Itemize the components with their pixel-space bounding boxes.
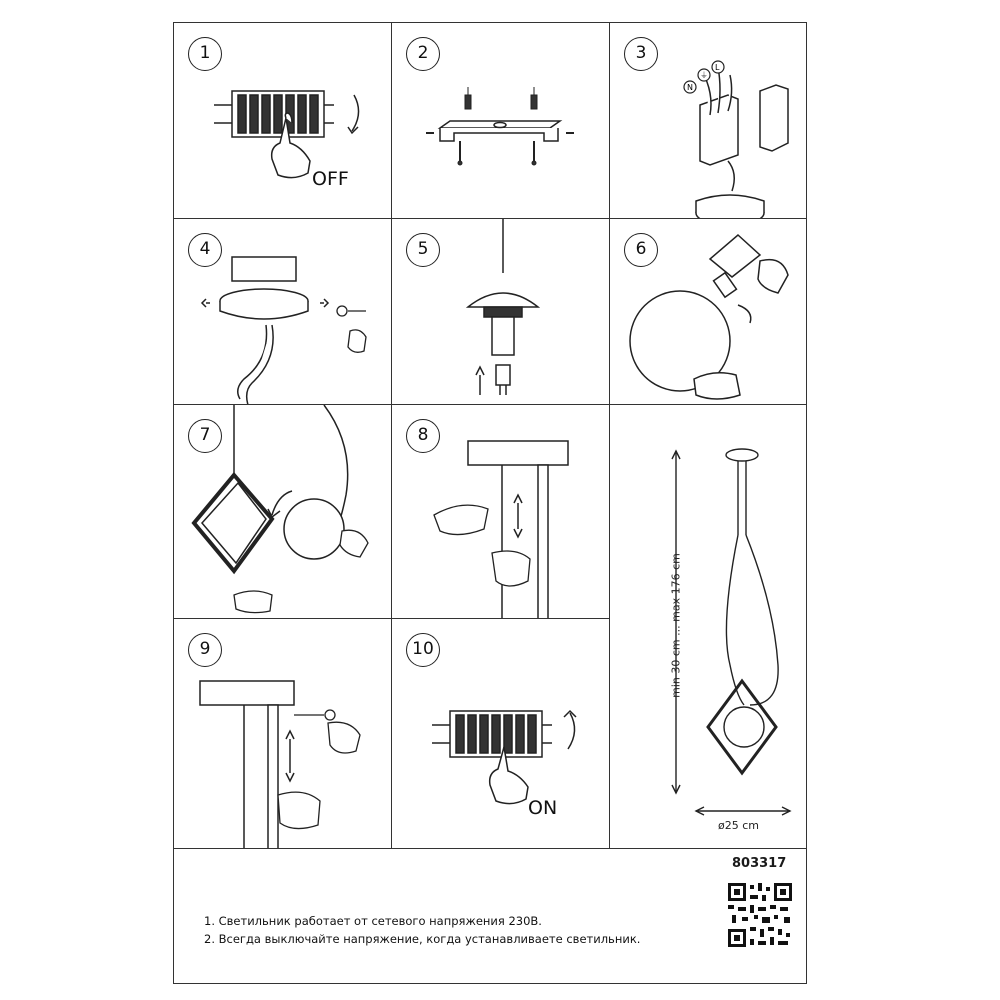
dimension-panel — [610, 405, 806, 849]
step-number: 4 — [188, 233, 222, 267]
hand-icon — [694, 373, 740, 399]
glass-globe-icon — [610, 219, 806, 405]
qr-code-icon — [728, 883, 792, 947]
wiring-terminal-icon — [610, 23, 806, 219]
bulb-socket-icon — [392, 219, 610, 405]
step-number: 2 — [406, 37, 440, 71]
screwdriver-icon — [337, 306, 366, 352]
height-dimension: min 30 cm ... max 176 cm — [669, 553, 683, 698]
ceiling-canopy-icon — [174, 219, 392, 405]
safety-notes — [204, 912, 640, 948]
on-label: ON — [528, 797, 558, 819]
step-3-panel — [610, 23, 806, 219]
off-label: OFF — [312, 168, 349, 190]
neutral-label: N — [687, 83, 693, 92]
step-number: 1 — [188, 37, 222, 71]
step-7-panel — [174, 405, 392, 619]
step-number: 6 — [624, 233, 658, 267]
step-4-panel — [174, 219, 392, 405]
earth-label: ⏚ — [700, 71, 708, 80]
note-2: 2. Всегда выключайте напряжение, когда устанавливаете светильник. — [204, 932, 641, 946]
screwdriver-icon — [294, 710, 360, 753]
step-number: 7 — [188, 419, 222, 453]
hand-icon — [278, 792, 320, 828]
step-number: 10 — [406, 633, 440, 667]
lamp-frame-icon — [174, 405, 392, 619]
step-9-panel — [174, 619, 392, 849]
note-1: 1. Светильник работает от сетевого напряжения 230В. — [204, 914, 542, 928]
step-1-panel — [174, 23, 392, 219]
cable-adjust-icon — [392, 405, 610, 619]
hand-icon — [758, 260, 788, 293]
step-number: 3 — [624, 37, 658, 71]
instruction-sheet — [173, 22, 807, 984]
step-number: 9 — [188, 633, 222, 667]
pendant-dimension-drawing — [610, 405, 806, 849]
hand-icon — [434, 505, 530, 586]
cable-lock-icon — [174, 619, 392, 849]
step-number: 8 — [406, 419, 440, 453]
breaker-panel-icon — [174, 23, 392, 219]
diameter-dimension: ø25 cm — [718, 819, 759, 832]
live-label: L — [715, 63, 720, 72]
step-2-panel — [392, 23, 610, 219]
step-6-panel — [610, 219, 806, 405]
article-number: 803317 — [732, 856, 787, 871]
step-8-panel — [392, 405, 610, 619]
step-10-panel — [392, 619, 610, 849]
step-5-panel — [392, 219, 610, 405]
mounting-bracket-icon — [392, 23, 610, 219]
step-number: 5 — [406, 233, 440, 267]
breaker-panel-icon — [392, 619, 610, 849]
